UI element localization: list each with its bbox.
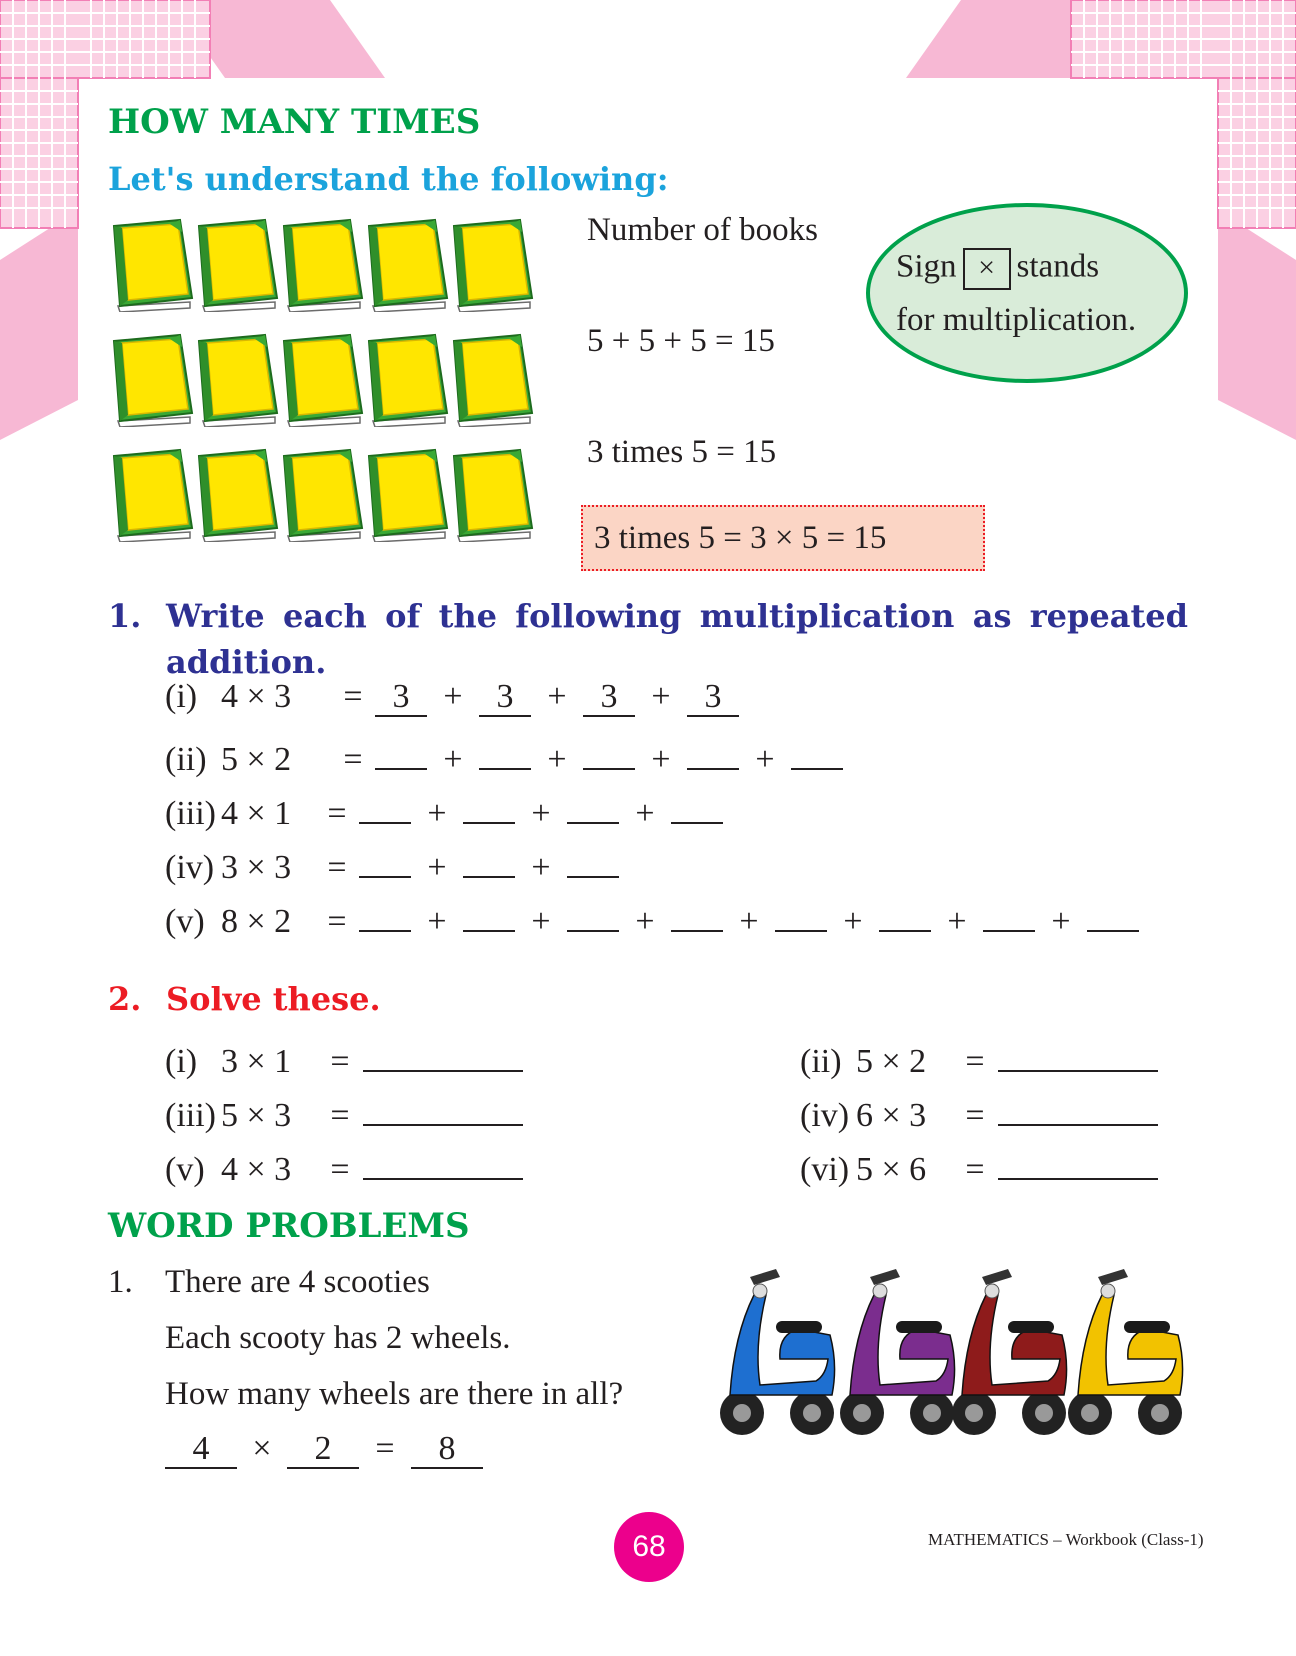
plus-sign: + (531, 795, 551, 832)
book-icon (110, 218, 194, 312)
answer-blank[interactable] (983, 894, 1035, 932)
wp1-answer-b[interactable]: 2 (287, 1431, 359, 1469)
q1-item-equals: = (343, 678, 363, 715)
q2-item (165, 1034, 523, 1081)
answer-blank[interactable] (998, 1088, 1158, 1126)
answer-blank[interactable]: 3 (375, 679, 427, 717)
book-icon (450, 333, 534, 427)
answer-blank[interactable] (375, 732, 427, 770)
answer-blank[interactable] (359, 840, 411, 878)
q1-item-expression: 3 × 3 (221, 849, 292, 886)
repeated-addition-example: 5 + 5 + 5 = 15 (587, 323, 775, 359)
number-of-books-label: Number of books (587, 212, 818, 248)
book-icon (450, 218, 534, 312)
q2-item-equals: = (965, 1043, 985, 1080)
summary-text: 3 times 5 = 3 × 5 = 15 (594, 520, 887, 556)
answer-blank[interactable]: 3 (583, 679, 635, 717)
wp1-line1: There are 4 scooties (165, 1264, 430, 1300)
plus-sign: + (843, 903, 863, 940)
answer-blank[interactable] (671, 894, 723, 932)
q2-item-label: (iii) (165, 1097, 216, 1134)
q1-item (165, 678, 739, 717)
sub-heading: Let's understand the following: (108, 160, 669, 198)
q1-item-expression: 4 × 3 (221, 678, 292, 715)
answer-blank[interactable] (879, 894, 931, 932)
scooter-icon (840, 1269, 955, 1435)
word-problems-heading: WORD PROBLEMS (108, 1206, 470, 1246)
answer-blank[interactable] (567, 840, 619, 878)
q1-item-equals: = (327, 903, 347, 940)
multiply-sign-box: × (963, 248, 1011, 290)
book-icon (195, 218, 279, 312)
scooters-illustration (720, 1255, 1180, 1445)
q2-item-expression: 5 × 3 (221, 1097, 292, 1134)
q1-text-line2: addition. (166, 643, 327, 681)
wp1-answer (165, 1430, 483, 1469)
plus-sign: + (635, 795, 655, 832)
q1-item-expression: 8 × 2 (221, 903, 292, 940)
q1-item-label: (iv) (165, 849, 215, 886)
q1-item-equals: = (343, 741, 363, 778)
q2-item-label: (v) (165, 1151, 205, 1188)
plus-sign: + (947, 903, 967, 940)
q2-title: Solve these. (166, 980, 381, 1018)
q2-item-expression: 5 × 2 (856, 1043, 927, 1080)
book-icon (280, 333, 364, 427)
q1-item-expression: 4 × 1 (221, 795, 292, 832)
q2-item-equals: = (330, 1043, 350, 1080)
book-icon (365, 218, 449, 312)
q2-item-label: (i) (165, 1043, 198, 1080)
scooter-icon (952, 1269, 1067, 1435)
wp1-answer-a[interactable]: 4 (165, 1431, 237, 1469)
q2-item (800, 1142, 1158, 1189)
answer-blank[interactable] (363, 1034, 523, 1072)
q1-item-equals: = (327, 849, 347, 886)
q2-item-expression: 4 × 3 (221, 1151, 292, 1188)
plus-sign: + (531, 849, 551, 886)
sign-note-line1 (896, 248, 1099, 290)
footer-text: MATHEMATICS – Workbook (Class-1) (928, 1530, 1204, 1549)
plus-sign: + (547, 741, 567, 778)
sign-note-oval (866, 203, 1188, 383)
wp1-times-sign: × (252, 1430, 272, 1467)
times-example: 3 times 5 = 15 (587, 434, 777, 470)
plus-sign: + (427, 795, 447, 832)
stands-word: stands (1016, 248, 1100, 285)
q1-item (165, 840, 619, 887)
q2-item-equals: = (965, 1097, 985, 1134)
q1-item-label: (v) (165, 903, 205, 940)
q2-item (165, 1142, 523, 1189)
q2-number: 2. (108, 980, 142, 1018)
answer-blank[interactable]: 3 (687, 679, 739, 717)
answer-blank[interactable] (1087, 894, 1139, 932)
plus-sign: + (651, 741, 671, 778)
q2-item (165, 1088, 523, 1135)
answer-blank[interactable] (463, 894, 515, 932)
plus-sign: + (755, 741, 775, 778)
q2-item-label: (iv) (800, 1097, 850, 1134)
wp1-equals-sign: = (375, 1430, 395, 1467)
book-icon (365, 448, 449, 542)
answer-blank[interactable] (463, 786, 515, 824)
answer-blank[interactable] (359, 786, 411, 824)
answer-blank[interactable]: 3 (479, 679, 531, 717)
q2-item-label: (ii) (800, 1043, 842, 1080)
plus-sign: + (739, 903, 759, 940)
book-icon (110, 448, 194, 542)
answer-blank[interactable] (791, 732, 843, 770)
book-icon (280, 218, 364, 312)
q1-item (165, 786, 723, 833)
plus-sign: + (547, 678, 567, 715)
q2-item-expression: 6 × 3 (856, 1097, 927, 1134)
wp1-line3: How many wheels are there in all? (165, 1376, 624, 1412)
plus-sign: + (635, 903, 655, 940)
answer-blank[interactable] (363, 1142, 523, 1180)
q1-item (165, 732, 843, 779)
q2-item-equals: = (330, 1151, 350, 1188)
q1-item-label: (ii) (165, 741, 207, 778)
q2-item-label: (vi) (800, 1151, 850, 1188)
sign-word: Sign (896, 248, 957, 285)
wp1-number: 1. (108, 1264, 133, 1300)
book-icon (195, 333, 279, 427)
wp1-line2: Each scooty has 2 wheels. (165, 1320, 511, 1356)
plus-sign: + (427, 903, 447, 940)
book-icon (110, 333, 194, 427)
plus-sign: + (427, 849, 447, 886)
scooter-icon (720, 1269, 835, 1435)
q2-item-expression: 5 × 6 (856, 1151, 927, 1188)
q1-item-label: (iii) (165, 795, 216, 832)
answer-blank[interactable] (687, 732, 739, 770)
answer-blank[interactable] (567, 786, 619, 824)
plus-sign: + (443, 741, 463, 778)
plus-sign: + (443, 678, 463, 715)
answer-blank[interactable] (583, 732, 635, 770)
q1-item-equals: = (327, 795, 347, 832)
plus-sign: + (531, 903, 551, 940)
page-number: 68 (614, 1512, 684, 1582)
book-icon (280, 448, 364, 542)
answer-blank[interactable] (363, 1088, 523, 1126)
q1-number: 1. (108, 597, 142, 635)
answer-blank[interactable] (359, 894, 411, 932)
section-heading: HOW MANY TIMES (108, 102, 481, 142)
wp1-answer-result[interactable]: 8 (411, 1431, 483, 1469)
answer-blank[interactable] (998, 1034, 1158, 1072)
q1-item-expression: 5 × 2 (221, 741, 292, 778)
q1-text-line1: Write each of the following multiplication as repeated (166, 597, 1188, 635)
answer-blank[interactable] (463, 840, 515, 878)
q2-item-equals: = (965, 1151, 985, 1188)
q2-item-expression: 3 × 1 (221, 1043, 292, 1080)
book-icon (450, 448, 534, 542)
answer-blank[interactable] (567, 894, 619, 932)
sign-note-line2: for multiplication. (896, 302, 1137, 338)
plus-sign: + (1051, 903, 1071, 940)
q2-item (800, 1088, 1158, 1135)
plus-sign: + (651, 678, 671, 715)
q2-item-equals: = (330, 1097, 350, 1134)
q1-item (165, 894, 1139, 941)
book-icon (195, 448, 279, 542)
q2-item (800, 1034, 1158, 1081)
book-icon (365, 333, 449, 427)
answer-blank[interactable] (479, 732, 531, 770)
answer-blank[interactable] (998, 1142, 1158, 1180)
q1-item-label: (i) (165, 678, 198, 715)
answer-blank[interactable] (775, 894, 827, 932)
answer-blank[interactable] (671, 786, 723, 824)
scooter-icon (1068, 1269, 1183, 1435)
